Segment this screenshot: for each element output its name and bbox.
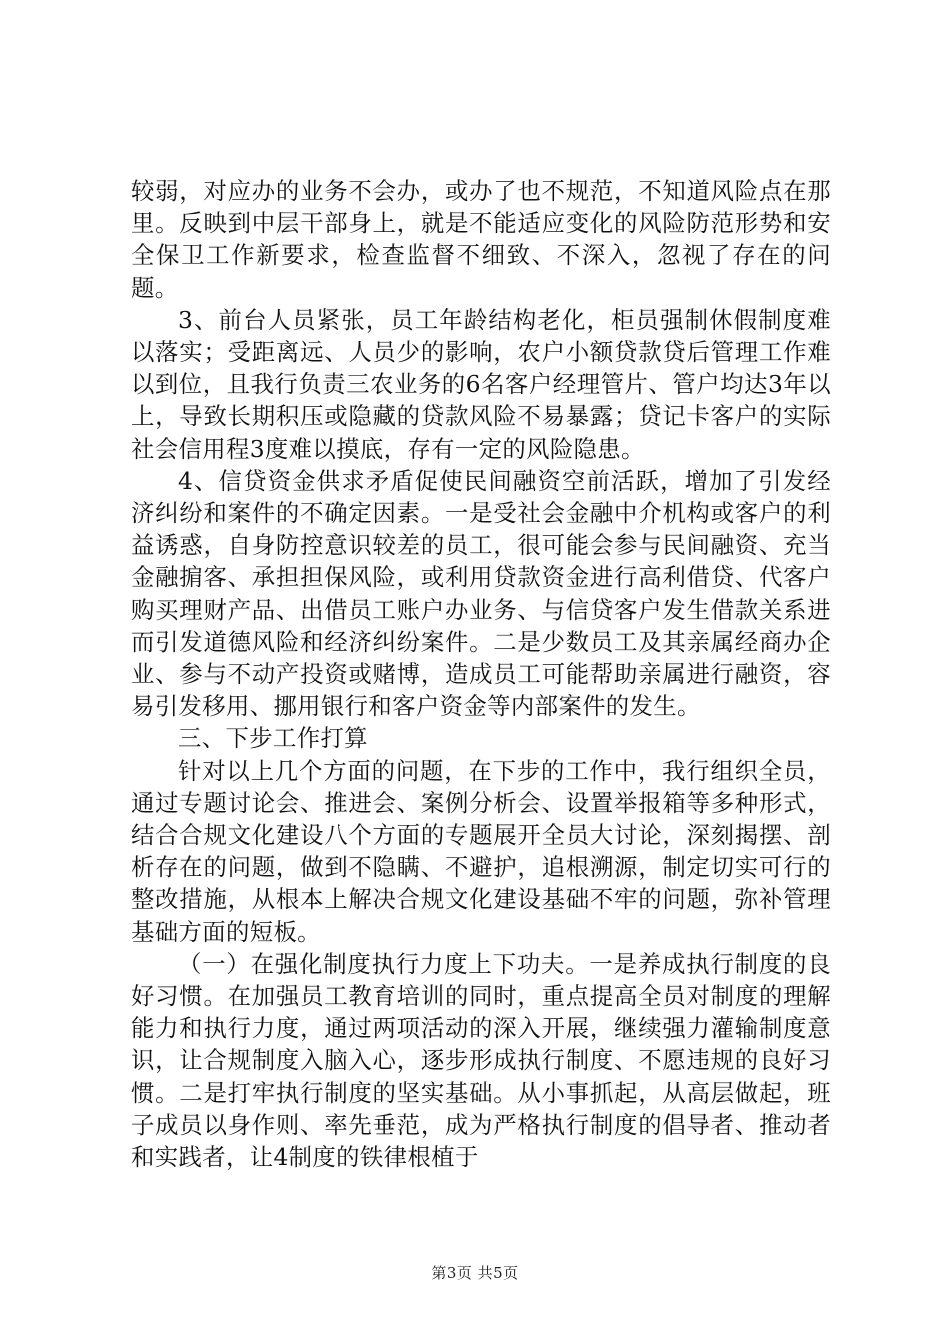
- paragraph-next-steps-intro: 针对以上几个方面的问题，在下步的工作中，我行组织全员，通过专题讨论会、推进会、案例分析会、设置举报箱等多种形式，结合合规文化建设八个方面的专题展开全员大讨论，深刻揭摆、剖析存在的问题，做到不隐瞒、不避护，追根溯源，制定切实可行的整改措施，从根本上解决合规文化建设基础不牢的问题，弥补管理基础方面的短板。: [131, 756, 831, 946]
- paragraph-item-4: 4、信贷资金供求矛盾促使民间融资空前活跃，增加了引发经济纠纷和案件的不确定因素。一是受社会金融中介机构或客户的利益诱惑，自身防控意识较差的员工，很可能会参与民间融资、充当金融掮客、承担担保风险，或利用贷款资金进行高利借贷、代客户购买理财产品、出借员工账户办业务、与信贷客户发生借款关系进而引发道德风险和经济纠纷案件。二是少数员工及其亲属经商办企业、参与不动产投资或赌博，造成员工可能帮助亲属进行融资，容易引发移用、挪用银行和客户资金等内部案件的发生。: [131, 466, 831, 721]
- paragraph-subsection-1: （一）在强化制度执行力度上下功夫。一是养成执行制度的良好习惯。在加强员工教育培训的同时，重点提高全员对制度的理解能力和执行力度，通过两项活动的深入开展，继续强力灌输制度意识，让合规制度入脑入心，逐步形成执行制度、不愿违规的良好习惯。二是打牢执行制度的坚实基础。从小事抓起，从高层做起，班子成员以身作则、率先垂范，成为严格执行制度的倡导者、推动者和实践者，让4制度的铁律根植于: [131, 949, 831, 1172]
- page-footer: 第3页 共5页: [431, 1264, 519, 1282]
- document-body: [131, 175, 831, 1173]
- paragraph-continuation: 较弱，对应办的业务不会办，或办了也不规范，不知道风险点在那里。反映到中层干部身上，就是不能适应变化的风险防范形势和安全保卫工作新要求，检查监督不细致、不深入，忽视了存在的问题。: [131, 177, 831, 302]
- section-heading-next-steps: 三、下步工作打算: [178, 724, 368, 753]
- paragraph-item-3: 3、前台人员紧张，员工年龄结构老化，柜员强制休假制度难以落实；受距离远、人员少的影响，农户小额贷款贷后管理工作难以到位，且我行负责三农业务的6名客户经理管片、管户均达3年以上，导致长期积压或隐藏的贷款风险不易暴露；贷记卡客户的实际社会信用程3度难以摸底，存有一定的风险隐患。: [131, 305, 831, 463]
